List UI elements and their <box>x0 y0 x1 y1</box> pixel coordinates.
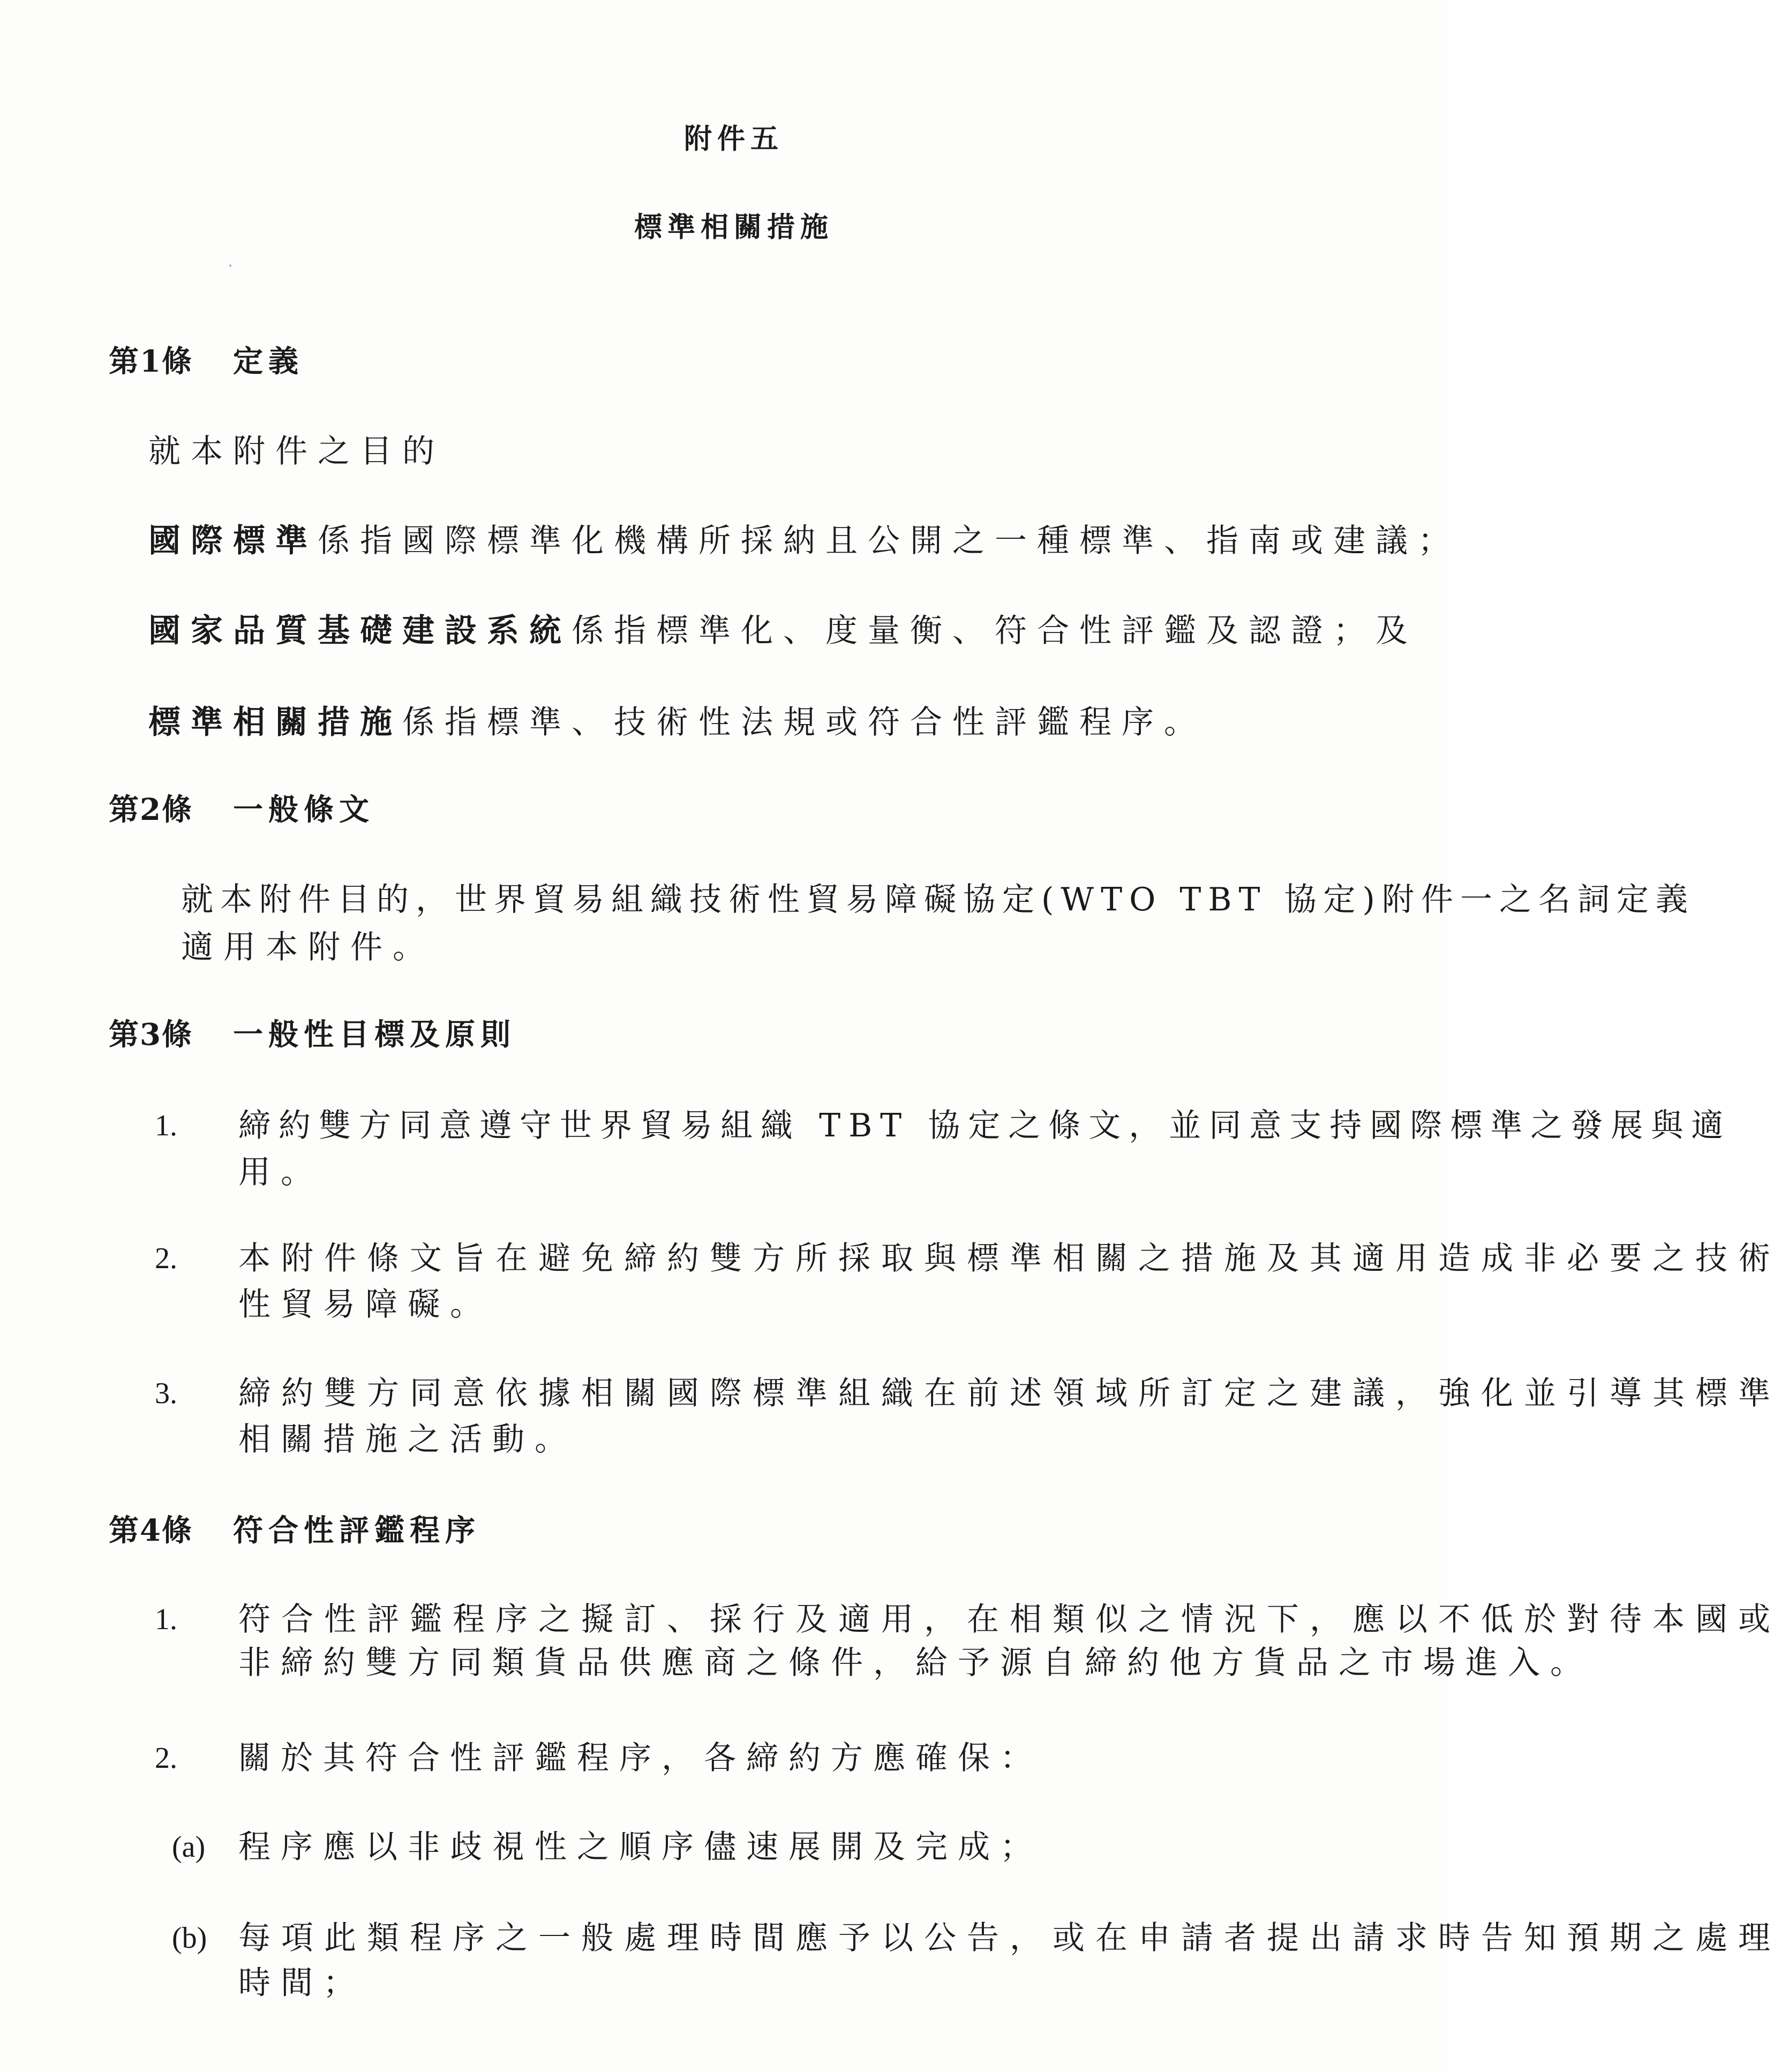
item-text-line: 非締約雙方同類貨品供應商之條件，給予源自締約他方貨品之市場進入。 <box>238 1644 1592 1682</box>
scan-speck <box>229 265 231 267</box>
definition-text: 係指標準化、度量衡、符合性評鑑及認證；及 <box>572 612 1418 650</box>
item-text-line: 締約雙方同意遵守世界貿易組織 TBT 協定之條文，並同意支持國際標準之發展與適 <box>238 1107 1732 1144</box>
item-number: 1. <box>155 1109 177 1142</box>
article-2-text-line: 適用本附件。 <box>181 929 435 966</box>
definition-term: 國際標準 <box>148 522 318 560</box>
item-number: 1. <box>155 1603 177 1636</box>
article-1-title: 定義 <box>233 344 304 379</box>
item-text-line: 性貿易障礙。 <box>238 1286 492 1323</box>
definition-1 <box>148 519 1460 562</box>
item-text-line: 本附件條文旨在避免締約雙方所採取與標準相關之措施及其適用造成非必要之技術 <box>238 1240 1781 1277</box>
article-2-text-line: 就本附件目的，世界貿易組織技術性貿易障礙協定(WTO TBT 協定)附件一之名詞定義 <box>181 881 1695 918</box>
item-text-line: 符合性評鑑程序之擬訂、採行及適用，在相類似之情況下，應以不低於對待本國或 <box>238 1601 1781 1638</box>
subitem-number: (b) <box>172 1922 207 1955</box>
article-2-number: 第2條 <box>109 792 193 827</box>
item-text-line: 關於其符合性評鑑程序，各締約方應確保： <box>238 1739 1042 1777</box>
item-text-line: 相關措施之活動。 <box>238 1421 577 1458</box>
definition-term: 國家品質基礎建設系統 <box>148 612 572 650</box>
definition-text: 係指國際標準化機構所採納且公開之一種標準、指南或建議； <box>318 522 1460 560</box>
item-number: 2. <box>155 1242 177 1275</box>
article-1-number: 第1條 <box>109 344 193 379</box>
subitem-text-line: 每項此類程序之一般處理時間應予以公告，或在申請者提出請求時告知預期之處理 <box>238 1919 1781 1957</box>
item-number: 2. <box>155 1742 177 1775</box>
document-title: 標準相關措施 <box>634 211 833 244</box>
article-1-intro: 就本附件之目的 <box>148 433 445 470</box>
article-2-title: 一般條文 <box>233 792 374 827</box>
item-text-line: 用。 <box>238 1154 323 1191</box>
article-3-title: 一般性目標及原則 <box>233 1017 516 1052</box>
subitem-number: (a) <box>172 1830 206 1864</box>
subitem-text-line: 時間； <box>238 1964 365 2002</box>
article-3-number: 第3條 <box>109 1017 193 1052</box>
definition-3 <box>148 701 1206 744</box>
article-4-number: 第4條 <box>109 1513 193 1548</box>
annex-label: 附件五 <box>683 123 784 155</box>
article-4-title: 符合性評鑑程序 <box>233 1513 480 1548</box>
subitem-text-line: 程序應以非歧視性之順序儘速展開及完成； <box>238 1828 1042 1866</box>
item-number: 3. <box>155 1377 177 1410</box>
item-text-line: 締約雙方同意依據相關國際標準組織在前述領域所訂定之建議，強化並引導其標準 <box>238 1375 1781 1412</box>
definition-2 <box>148 609 1418 652</box>
definition-term: 標準相關措施 <box>148 704 402 741</box>
definition-text: 係指標準、技術性法規或符合性評鑑程序。 <box>402 704 1206 741</box>
